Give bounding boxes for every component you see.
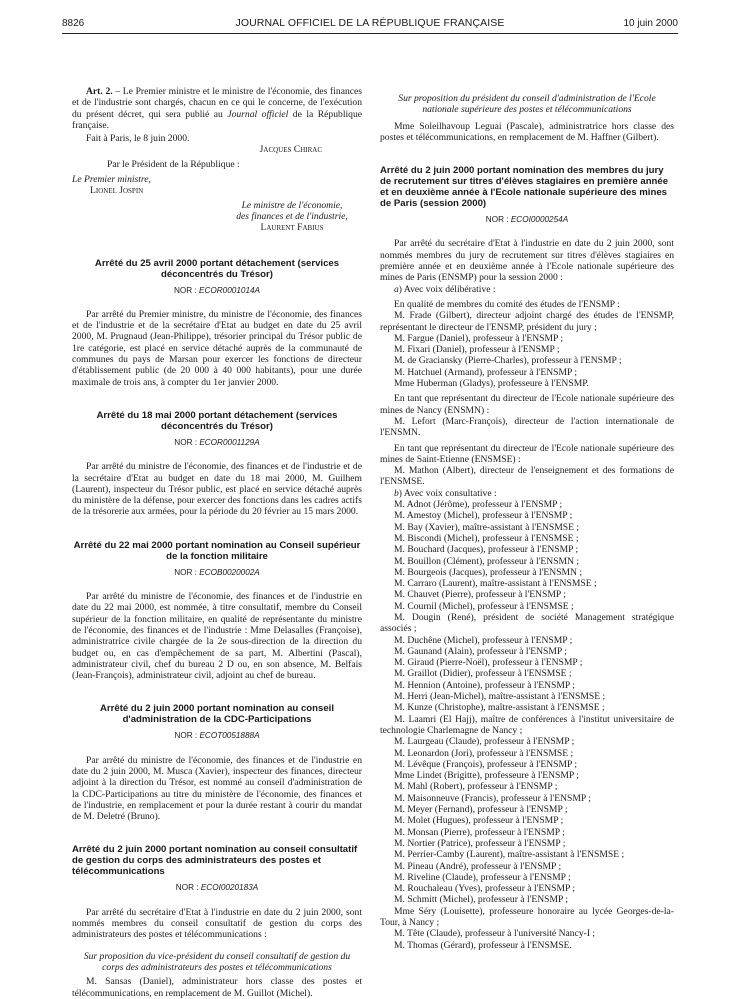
list-item: M. Gaunand (Alain), professeur à l'ENSMP ; [394,645,567,657]
pm-title: Le Premier ministre, [72,174,151,186]
list-item: M. Duchêne (Michel), professeur à l'ENSMP ; [394,634,573,646]
list-item: M. Nortier (Patrice), professeur à l'ENSMP ; [394,837,566,849]
member-list-b2 [380,635,674,714]
list-item: M. Rouchaleau (Yves), professeur à l'ENSMP ; [394,883,576,895]
minister-name: Laurent Fabius [260,222,324,234]
list-item: M. Mahl (Robert), professeur à l'ENSMP ; [394,781,558,793]
qualifier: En qualité de membres du comité des études de l'ENSMP : [394,298,620,310]
list-item: M. Fixari (Daniel), professeur à l'ENSMP ; [394,344,560,356]
article-2-label: Art. 2. [86,86,113,97]
list-item: M. Maisonneuve (Francis), professeur à l'ENSMP ; [394,792,591,804]
nor-code [380,214,674,225]
subsection-b-label: b [394,487,399,499]
minister-title-2: des finances et de l'industrie, [236,210,348,222]
member-list-a [380,333,674,389]
subsection-b-text: ) Avec voix consultative : [398,487,497,499]
subsection-b [380,488,674,499]
list-item: Mme Huberman (Gladys), professeure à l'ENSMP. [394,378,589,390]
subsection-a-text: ) Avec voix délibérative : [398,283,496,295]
issue-date: 10 juin 2000 [623,18,678,29]
section-title-conseil-consultatif: Arrêté du 2 juin 2000 portant nomination au conseil consultatif de gestion du corps des administrateurs des postes et télécommunications [72,844,358,878]
nor-code [72,730,362,741]
member: M. Lefort (Marc-François), directeur de l'action internationale de l'ENSMN. [380,415,674,439]
article-2-text: – Le Premier ministre et le ministre de l'économie, des finances et de l'industrie sont chargés, chacun en ce qui le concerne, de l'exécution du présent décret, qui sera publié au [72,86,362,120]
section-title-cdc: Arrêté du 2 juin 2000 portant nomination au conseil d'administration de la CDC-Participations [99,703,335,726]
nor-label: NOR : [173,285,200,295]
article-2-end: de la République française. [72,108,363,131]
nor-value: ECOT0051888A [199,731,260,741]
list-item: M. Hennion (Antoine), professeur à l'ENSMP ; [394,679,575,691]
nor-value: ECOB0020002A [199,567,260,577]
list-item: M. Meyer (Fernand), professeur à l'ENSMP ; [394,804,568,816]
list-item: M. Giraud (Pierre-Noël), professeur à l'ENSMP ; [394,657,583,669]
section-body: Par arrêté du secrétaire d'Etat à l'industrie en date du 2 juin 2000, sont nommés membres du conseil consultatif de gestion du corps des administrateurs des postes et télécommunications : [72,906,362,941]
list-item: M. Fargue (Daniel), professeur à l'ENSMP ; [394,332,564,344]
article-2 [72,86,362,131]
minister-signature [222,200,362,234]
nor-value: ECOI0000254A [510,215,569,225]
list-item: M. Bay (Xavier), maître-assistant à l'ENSMSE ; [394,521,580,533]
section-title-detachement-2: Arrêté du 18 mai 2000 portant détachement (services déconcentrés du Trésor) [96,409,338,432]
section-title-detachement-1: Arrêté du 25 avril 2000 portant détachement (services déconcentrés du Trésor) [94,257,340,280]
nor-value: ECOI0020183A [200,883,259,893]
section-title-conseil-superieur: Arrêté du 22 mai 2000 portant nomination au Conseil supérieur de la fonction militaire [73,539,361,562]
list-item: M. Amestoy (Michel), professeur à l'ENSMP ; [394,510,573,522]
member-list-b4 [380,928,674,951]
appointment: Mme Soleilhavoup Leguai (Pascale), administratrice hors classe des postes et télécommunications, en remplacement de M. Haffner (Gilbert). [380,120,674,143]
member: M. Dougin (René), président de société Management stratégique associés ; [380,611,674,635]
list-item: M. Carraro (Laurent), maître-assistant à l'ENSMSE ; [394,578,597,590]
list-item: M. Adnot (Jérôme), professeur à l'ENSMP ; [394,499,563,511]
list-item: M. Tête (Claude), professeur à l'université Nancy-I ; [394,928,596,940]
member: M. Laamri (El Hajj), maître de conférences à l'institut universitaire de technologie Charlemagne de Nancy ; [380,713,674,736]
appointment: M. Sansas (Daniel), administrateur hors classe des postes et télécommunications, en remplacement de M. Guillot (Michel). [72,976,362,999]
qualifier: En tant que représentant du directeur de l'Ecole nationale supérieure des mines de Nancy (ENSMN) : [380,393,674,416]
nor-label: NOR : [174,567,200,577]
nor-label: NOR : [174,437,200,447]
minister-title-1: Le ministre de l'économie, [241,199,343,211]
nor-label: NOR : [174,731,200,741]
nor-code [72,567,362,578]
page-number: 8826 [62,18,85,29]
nor-code [72,882,362,893]
list-item: M. Monsan (Pierre), professeur à l'ENSMP ; [394,826,565,838]
member: M. Mathon (Albert), directeur de l'enseignement et des formations de l'ENSMSE. [380,465,674,488]
list-item: M. Bouchard (Jacques), professeur à l'ENSMP ; [394,544,579,556]
list-item: M. Biscondi (Michel), professeur à l'ENSMSE ; [394,532,579,544]
list-item: M. Bourgeois (Jacques), professeur à l'ENSMN ; [394,566,583,578]
nor-value: ECOR0001129A [199,437,260,447]
list-item: M. Graillot (Didier), professeur à l'ENSMSE ; [394,668,572,680]
subsection-a [380,284,674,295]
qualifier: En tant que représentant du directeur de l'Ecole nationale supérieure des mines de Saint-Etienne (ENSMSE) : [380,442,674,465]
member: M. Frade (Gilbert), directeur adjoint chargé des études de l'ENSMP, représentant le directeur de l'ENSMP, président du jury ; [380,310,674,333]
nor-label: NOR : [485,215,511,225]
sub-heading: Sur proposition du président du conseil d'administration de l'Ecole nationale supérieure des postes et télécommunications [398,93,656,116]
section-title-jury-mines: Arrêté du 2 juin 2000 portant nomination des membres du jury de recrutement sur titres d'élèves stagiaires en première année et en deuxième année à l'Ecole nationale supérieure des mines de Paris (session 2000) [380,165,669,210]
sub-heading: Sur proposition du vice-président du conseil consultatif de gestion du corps des administrateurs des postes et télécommunications [83,950,351,973]
list-item: M. Hatchuel (Armand), professeur à l'ENSMP ; [394,366,578,378]
list-item: M. Kunze (Christophe), maître-assistant à l'ENSMSE ; [394,702,605,714]
nor-label: NOR : [175,883,201,893]
list-item: M. Molet (Hugues), professeur à l'ENSMP ; [394,815,564,827]
subsection-a-label: a [394,283,399,295]
list-item: Mme Lindet (Brigitte), professeure à l'ENSMP ; [394,770,579,782]
section-body: Par arrêté du secrétaire d'Etat à l'industrie en date du 2 juin 2000, sont nommés membres du jury de recrutement sur titres d'élèves stagiaires en première année et en deuxième année à l'Ecole nationale supérieure des mines de Paris (ENSMP) pour la session 2000 : [380,238,674,284]
president-signature: Jacques Chirac [259,144,322,156]
journal-officiel-ref: Journal officiel [227,108,289,120]
list-item: M. Laurgeau (Claude), professeur à l'ENSMP ; [394,736,575,748]
section-body: Par arrêté du ministre de l'économie, des finances et de l'industrie en date du 2 juin 2000, M. Musca (Xavier), inspecteur des finances, directeur adjoint à la direction du Trésor, est nommé au conseil d'administration de la CDC-Participations au titre du ministère de l'économie, des finances et de l'industrie, en remplacement et pour la durée restant à courir du mandat de M. Deletré (Bruno). [72,754,362,823]
list-item: M. Chauvet (Pierre), professeur à l'ENSMP ; [394,589,566,601]
list-item: M. de Graciansky (Pierre-Charles), professeur à l'ENSMP ; [394,355,622,367]
nor-code [72,285,362,296]
list-item: M. Riveline (Claude), professeur à l'ENSMP ; [394,871,571,883]
section-body: Par arrêté du ministre de l'économie, des finances et de l'industrie en date du 22 mai 2000, est nommée, à titre consultatif, membre du Conseil supérieur de la fonction militaire, en qualité de représentante du ministre de l'économie, des finances et de l'industrie : Mme Delasalles (Françoise), administratrice civile chargée de la 2e sous-direction de la direction du budget ou, en cas d'empêchement de sa part, M. Albertini (Pascal), administrateur civil, chef du bureau 2 D ou, en son absence, M. Belfais (Jean-François), administrateur civil, adjoint au chef de bureau. [72,591,362,682]
member: Mme Séry (Louisette), professeure honoraire au lycée Georges-de-la-Tour, à Nancy ; [380,905,674,928]
list-item: M. Herri (Jean-Michel), maître-assistant à l'ENSMSE ; [394,691,606,703]
list-item: M. Lévêque (François), professeur à l'ENSMP ; [394,758,578,770]
list-item: M. Perrier-Camby (Laurent), maître-assistant à l'ENSMSE ; [394,849,625,861]
right-column [380,93,674,951]
member-list-b1 [380,499,674,612]
header-rule [62,33,678,34]
par-president: Par le Président de la République : [107,158,240,170]
list-item: M. Bouillon (Clément), professeur à l'ENSMN ; [394,555,580,567]
fait-line: Fait à Paris, le 8 juin 2000. [86,133,190,145]
list-item: M. Pineau (André), professeur à l'ENSMP ; [394,860,562,872]
member-list-b3 [380,736,674,905]
nor-code [72,437,362,448]
left-column [72,86,362,999]
list-item: M. Schmitt (Michel), professeur à l'ENSMP ; [394,894,569,906]
section-body: Par arrêté du Premier ministre, du ministre de l'économie, des finances et de l'industrie et de la secrétaire d'Etat au budget en date du 25 avril 2000, M. Prugnaud (Jean-Philippe), trésorier principal du Trésor public de 1re catégorie, est placé en service détaché auprès de la communauté de communes du pays de Marsan pour exercer les fonctions de directeur d'établissement public (de 20 000 à 40 000 habitants), pour une durée maximale de trois ans, à compter du 1er janvier 2000. [72,308,362,388]
list-item: M. Leonardon (Jori), professeur à l'ENSMSE ; [394,747,574,759]
section-body: Par arrêté du ministre de l'économie, des finances et de l'industrie et de la secrétaire d'Etat au budget en date du 18 mai 2000, M. Guilhem (Laurent), inspecteur du Trésor public, est placé en service détaché auprès du ministère de la défense, pour exercer des fonctions dans les cadres actifs de la trésorerie aux armées, pour la période du 20 février au 15 mars 2000. [72,461,362,518]
list-item: M. Cournil (Michel), professeur à l'ENSMSE ; [394,600,574,612]
journal-title: JOURNAL OFFICIEL DE LA RÉPUBLIQUE FRANÇAISE [235,17,505,29]
nor-value: ECOR0001014A [199,285,261,295]
list-item: M. Thomas (Gérard), professeur à l'ENSMSE. [394,939,572,951]
pm-name: Lionel Jospin [90,185,144,197]
